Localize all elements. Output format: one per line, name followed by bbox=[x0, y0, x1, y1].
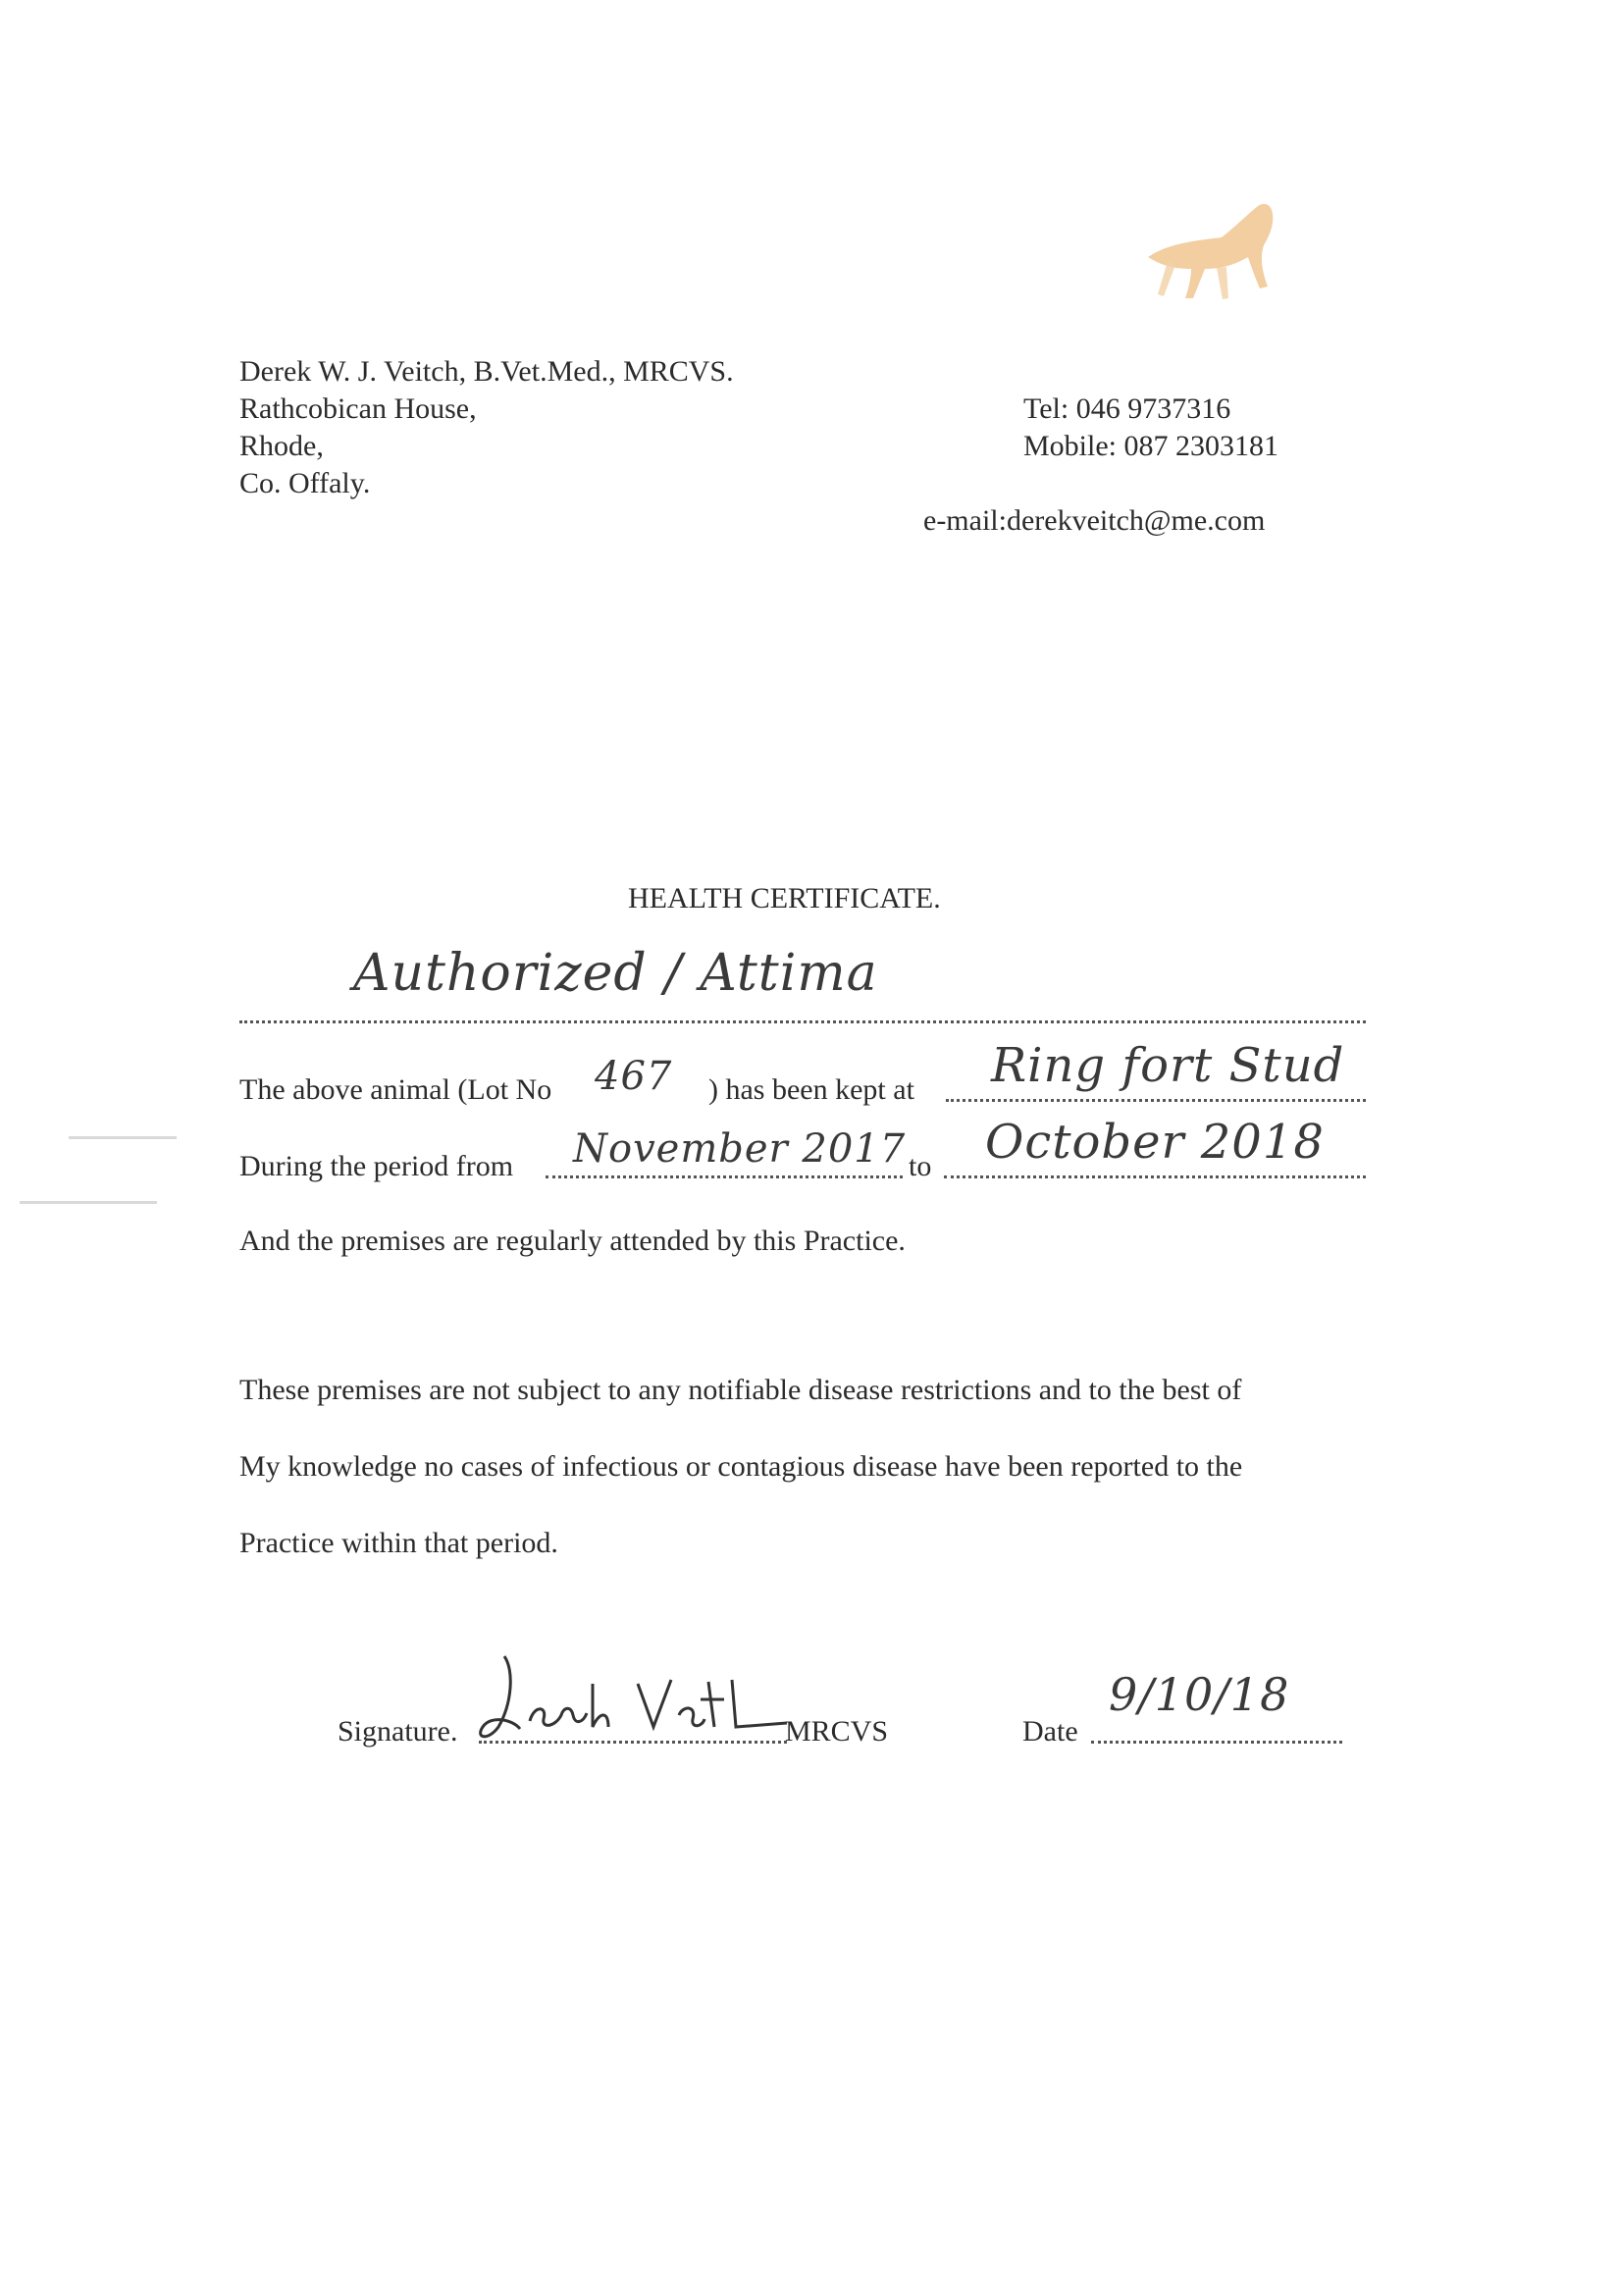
scan-artifact bbox=[20, 1201, 157, 1204]
attended-statement: And the premises are regularly attended by this Practice. bbox=[239, 1225, 906, 1257]
signature-label: Signature. bbox=[338, 1715, 458, 1748]
location-dotted-line bbox=[946, 1099, 1366, 1102]
period-from-handwritten: November 2017 bbox=[573, 1126, 907, 1172]
letterhead-address-line: Rhode, bbox=[239, 430, 324, 462]
period-to-handwritten: October 2018 bbox=[985, 1115, 1325, 1170]
kept-prefix: The above animal (Lot No bbox=[239, 1073, 552, 1106]
letterhead-mobile: Mobile: 087 2303181 bbox=[1023, 430, 1278, 462]
signature-suffix: MRCVS bbox=[785, 1715, 889, 1748]
kept-mid: ) has been kept at bbox=[708, 1073, 914, 1106]
animal-name-dotted-line bbox=[239, 1020, 1366, 1023]
scan-artifact bbox=[69, 1136, 177, 1139]
letterhead-email: e-mail:derekveitch@me.com bbox=[923, 504, 1266, 537]
date-dotted-line bbox=[1091, 1741, 1342, 1744]
horse-logo-icon bbox=[1138, 196, 1285, 309]
period-to-dotted-line bbox=[944, 1175, 1366, 1178]
date-handwritten: 9/10/18 bbox=[1109, 1668, 1290, 1721]
period-from-dotted-line bbox=[546, 1175, 903, 1178]
declaration-line: These premises are not subject to any notifiable disease restrictions and to the best of bbox=[239, 1374, 1242, 1406]
lot-number-handwritten: 467 bbox=[595, 1054, 673, 1099]
date-label: Date bbox=[1022, 1715, 1078, 1748]
declaration-line: Practice within that period. bbox=[239, 1527, 558, 1559]
letterhead-address-line: Rathcobican House, bbox=[239, 392, 477, 425]
signature-handwritten bbox=[461, 1644, 795, 1752]
letterhead-tel: Tel: 046 9737316 bbox=[1023, 392, 1231, 425]
period-prefix: During the period from bbox=[239, 1150, 514, 1182]
location-handwritten: Ring fort Stud bbox=[991, 1038, 1345, 1093]
animal-name-handwritten: Authorized / Attima bbox=[353, 944, 878, 1003]
certificate-title: HEALTH CERTIFICATE. bbox=[628, 882, 941, 914]
period-to-label: to bbox=[909, 1150, 932, 1182]
letterhead-address-line: Co. Offaly. bbox=[239, 467, 371, 499]
letterhead-name: Derek W. J. Veitch, B.Vet.Med., MRCVS. bbox=[239, 355, 734, 388]
declaration-line: My knowledge no cases of infectious or contagious disease have been reported to the bbox=[239, 1450, 1243, 1483]
